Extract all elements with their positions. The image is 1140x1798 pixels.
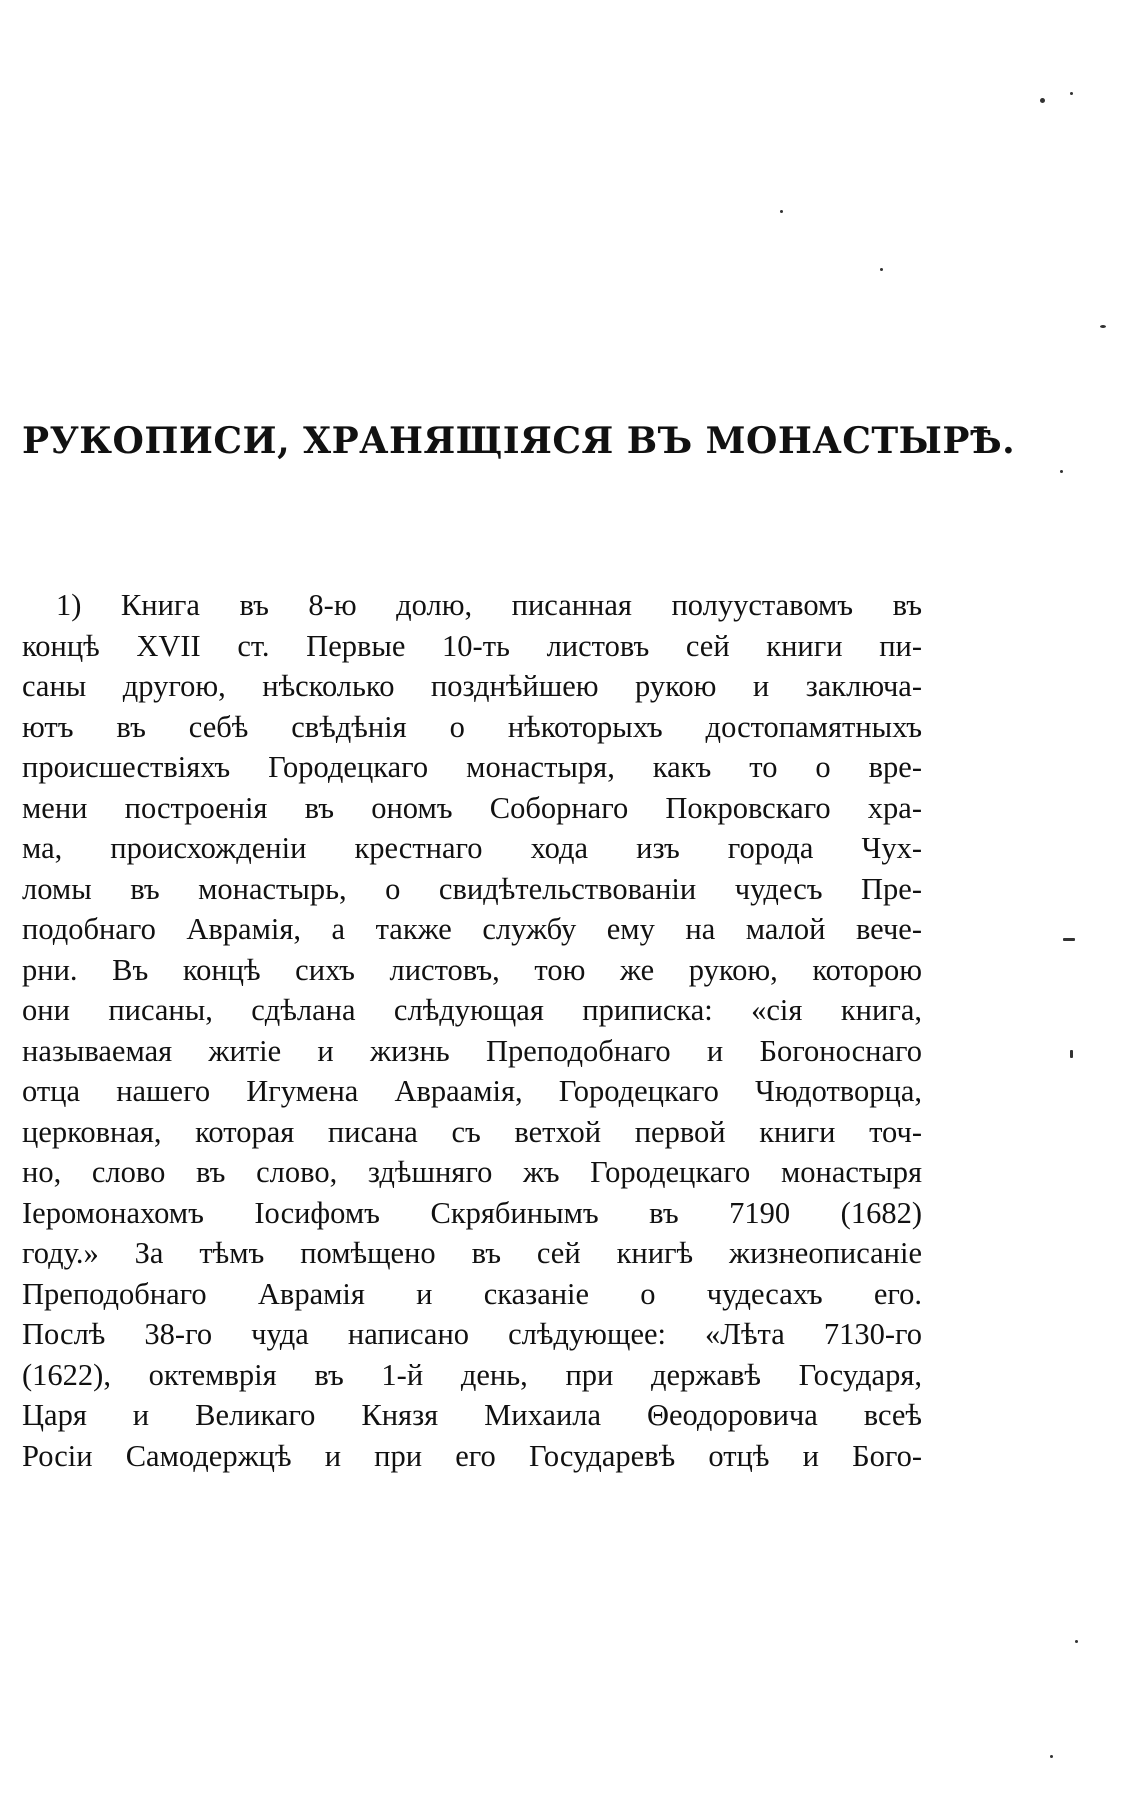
text-line: отца нашего Игумена Авраамія, Городецкаго Чюдотворца, <box>22 1074 922 1108</box>
scan-speck <box>1040 98 1045 103</box>
text-line: мени построенія въ ономъ Соборнаго Покровскаго хра- <box>22 790 922 825</box>
scan-speck <box>1075 1640 1078 1643</box>
scan-speck <box>1100 325 1106 328</box>
text-line: 1) Книга въ 8-ю долю, писанная полууставомъ въ <box>56 588 922 622</box>
scan-speck <box>1050 1755 1053 1758</box>
scan-speck <box>1063 938 1075 941</box>
text-line: происшествіяхъ Городецкаго монастыря, какъ то о вре- <box>22 750 922 784</box>
text-line: ютъ въ себѣ свѣдѣнія о нѣкоторыхъ достопамятныхъ <box>22 709 922 744</box>
text-line: подобнаго Аврамія, а также службу ему на малой вече- <box>22 912 922 946</box>
text-line: Царя и Великаго Князя Михаила Θеодоровича всеѣ <box>22 1398 922 1432</box>
text-line: саны другою, нѣсколько позднѣйшею рукою и заключа- <box>22 669 922 703</box>
text-line: рни. Въ концѣ сихъ листовъ, тою же рукою, которою <box>22 952 922 987</box>
text-line: ма, происхожденіи крестнаго хода изъ города Чух- <box>22 831 922 865</box>
text-line: они писаны, сдѣлана слѣдующая приписка: «сія книга, <box>22 993 922 1027</box>
text-line: концѣ XVII ст. Первые 10-ть листовъ сей книги пи- <box>22 628 922 663</box>
text-line: году.» За тѣмъ помѣщено въ сей книгѣ жизнеописаніе <box>22 1236 922 1270</box>
scan-speck <box>780 210 783 213</box>
text-line: ломы въ монастырь, о свидѣтельствованіи чудесъ Пре- <box>22 871 922 906</box>
scan-speck <box>1070 1050 1073 1058</box>
text-line: Росіи Самодержцѣ и при его Государевѣ отцѣ и Бого- <box>22 1438 922 1473</box>
scan-speck <box>1070 92 1073 95</box>
text-line: но, слово въ слово, здѣшняго жъ Городецкаго монастыря <box>22 1155 922 1189</box>
section-heading: РУКОПИСИ, ХРАНЯЩІЯСЯ ВЪ МОНАСТЫРѢ. <box>22 420 1016 462</box>
scan-speck <box>1060 470 1063 473</box>
text-line: Послѣ 38-го чуда написано слѣдующее: «Лѣта 7130-го <box>22 1317 922 1351</box>
text-line: Преподобнаго Аврамія и сказаніе о чудесахъ его. <box>22 1276 922 1311</box>
text-line: называемая житіе и жизнь Преподобнаго и Богоноснаго <box>22 1033 922 1068</box>
text-line: церковная, которая писана съ ветхой первой книги точ- <box>22 1114 922 1149</box>
text-line: (1622), октемврія въ 1-й день, при державѣ Государя, <box>22 1357 922 1392</box>
scan-speck <box>880 268 883 271</box>
text-line: Іеромонахомъ Іосифомъ Скрябинымъ въ 7190 (1682) <box>22 1195 922 1230</box>
body-paragraph <box>22 585 922 1476</box>
